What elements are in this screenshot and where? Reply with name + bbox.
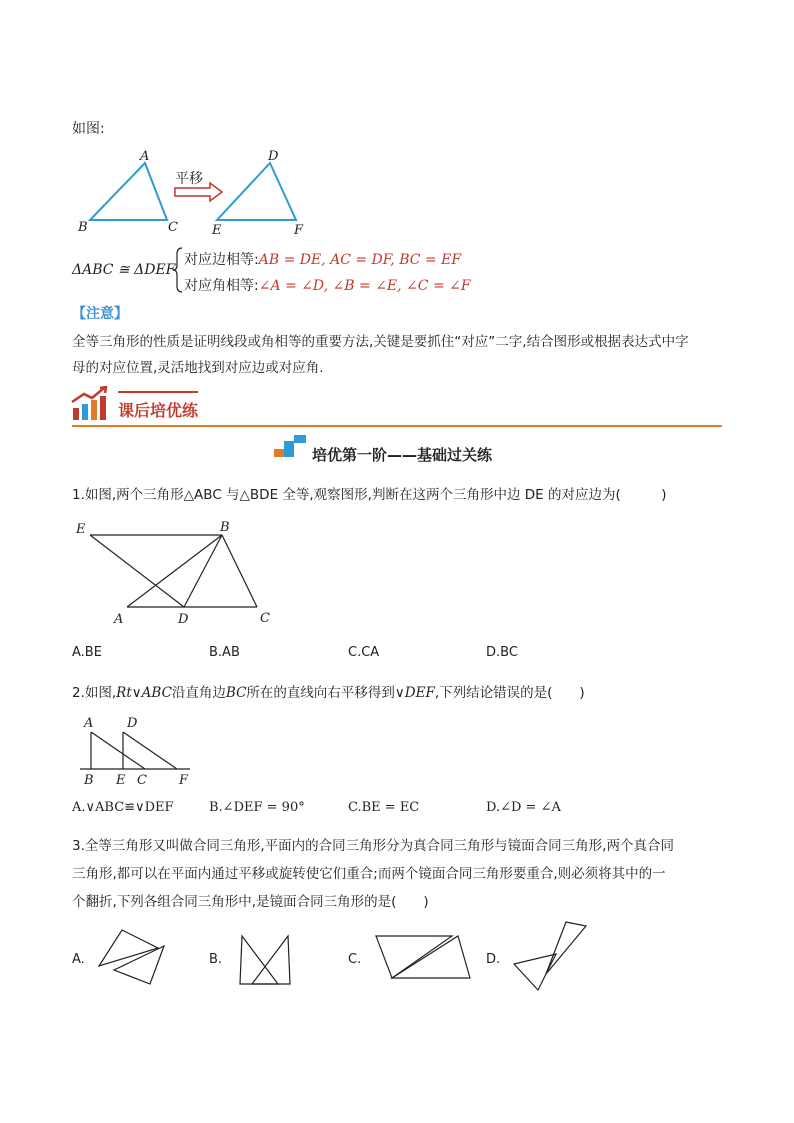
sides-expr: AB = DE, AC = DF, BC = EF (258, 252, 462, 268)
q2-label-f: F (179, 773, 189, 788)
brace-icon (172, 246, 184, 294)
q2-option-d[interactable]: D.∠D = ∠A (486, 800, 561, 815)
q2-stem-mid-2: 所在的直线向右平移得到 (246, 685, 395, 701)
sides-label: 对应边相等: (184, 252, 259, 268)
q1-stem: 1.如图,两个三角形△ABC 与△BDE 全等,观察图形,判断在这两个三角形中边 DE 的对应边为( ) (72, 487, 667, 503)
q1-label-a: A (114, 612, 124, 627)
vertex-d: D (268, 149, 279, 164)
stairs-icon (272, 433, 308, 459)
triangle-def (217, 163, 296, 220)
q3-figure-b (232, 930, 298, 988)
congruence-statement: ΔABC ≅ ΔDEF (72, 262, 176, 278)
q1-label-e: E (76, 522, 86, 537)
q2-stem-math-1: Rt∨ABC (116, 685, 172, 701)
section-subtitle: 培优第一阶——基础过关练 (312, 446, 493, 464)
q1-option-b[interactable]: B.AB (209, 645, 240, 660)
q1-option-a[interactable]: A.BE (72, 645, 102, 660)
note-title: 【注意】 (72, 306, 128, 322)
angles-row (184, 275, 471, 295)
q2-figure (72, 712, 202, 788)
q3-line-2: 三角形,都可以在平面内通过平移或旋转使它们重合;而两个镜面合同三角形要重合,则必须将其中的一 (72, 866, 666, 882)
q3-option-c[interactable]: C. (348, 952, 362, 967)
chart-growth-icon (70, 386, 110, 422)
vertex-e: E (212, 223, 222, 238)
translate-label: 平移 (175, 171, 203, 187)
q1-label-b: B (220, 520, 230, 535)
q2-option-b[interactable]: B.∠DEF = 90° (209, 800, 305, 815)
vertex-a: A (140, 149, 150, 164)
note-line-2: 母的对应位置,灵活地找到对应边或对应角. (72, 360, 324, 376)
q3-figure-a (96, 928, 176, 988)
q2-stem (72, 681, 585, 701)
q2-label-e: E (116, 773, 126, 788)
q2-option-c[interactable]: C.BE = EC (348, 800, 420, 815)
q1-option-c[interactable]: C.CA (348, 645, 380, 660)
q2-stem-post: ,下列结论错误的是( ) (434, 685, 585, 701)
q2-label-a: A (84, 716, 94, 731)
q3-option-b[interactable]: B. (209, 952, 223, 967)
intro-label: 如图: (72, 121, 105, 137)
q2-label-b: B (84, 773, 94, 788)
angles-expr: ∠A = ∠D, ∠B = ∠E, ∠C = ∠F (258, 278, 471, 294)
q1-label-c: C (260, 611, 270, 626)
q1-label-d: D (178, 612, 189, 627)
triangle-abc (90, 163, 167, 220)
q2-label-c: C (137, 773, 147, 788)
vertex-c: C (168, 220, 178, 235)
q3-option-d[interactable]: D. (486, 952, 501, 967)
q1-option-d[interactable]: D.BC (486, 645, 518, 660)
angles-label: 对应角相等: (184, 278, 259, 294)
q3-line-1: 3.全等三角形又叫做合同三角形,平面内的合同三角形分为真合同三角形与镜面合同三角形,两个真合同 (72, 838, 674, 854)
q3-option-a[interactable]: A. (72, 952, 85, 967)
q1-figure (72, 517, 292, 629)
q2-stem-math-3: ∨DEF (394, 685, 435, 701)
sides-row (184, 249, 461, 269)
q2-label-d: D (127, 716, 138, 731)
q2-stem-pre: 2.如图, (72, 685, 117, 701)
translation-figure (72, 145, 322, 240)
q2-stem-mid: 沿直角边 (171, 685, 226, 701)
q2-option-a[interactable]: A.∨ABC≌∨DEF (72, 800, 174, 815)
q3-figure-d (510, 920, 594, 994)
q2-stem-math-2: BC (225, 685, 247, 701)
vertex-b: B (78, 220, 88, 235)
vertex-f: F (294, 223, 304, 238)
section-title: 课后培优练 (118, 401, 199, 420)
note-line-1: 全等三角形的性质是证明线段或角相等的重要方法,关键是要抓住“对应”二字,结合图形或根据表达式中字 (72, 334, 689, 350)
section-accent-line (118, 391, 198, 393)
q3-line-3: 个翻折,下列各组合同三角形中,是镜面合同三角形的是( ) (72, 894, 429, 910)
q3-figure-c (372, 932, 476, 984)
section-rule (72, 425, 722, 427)
